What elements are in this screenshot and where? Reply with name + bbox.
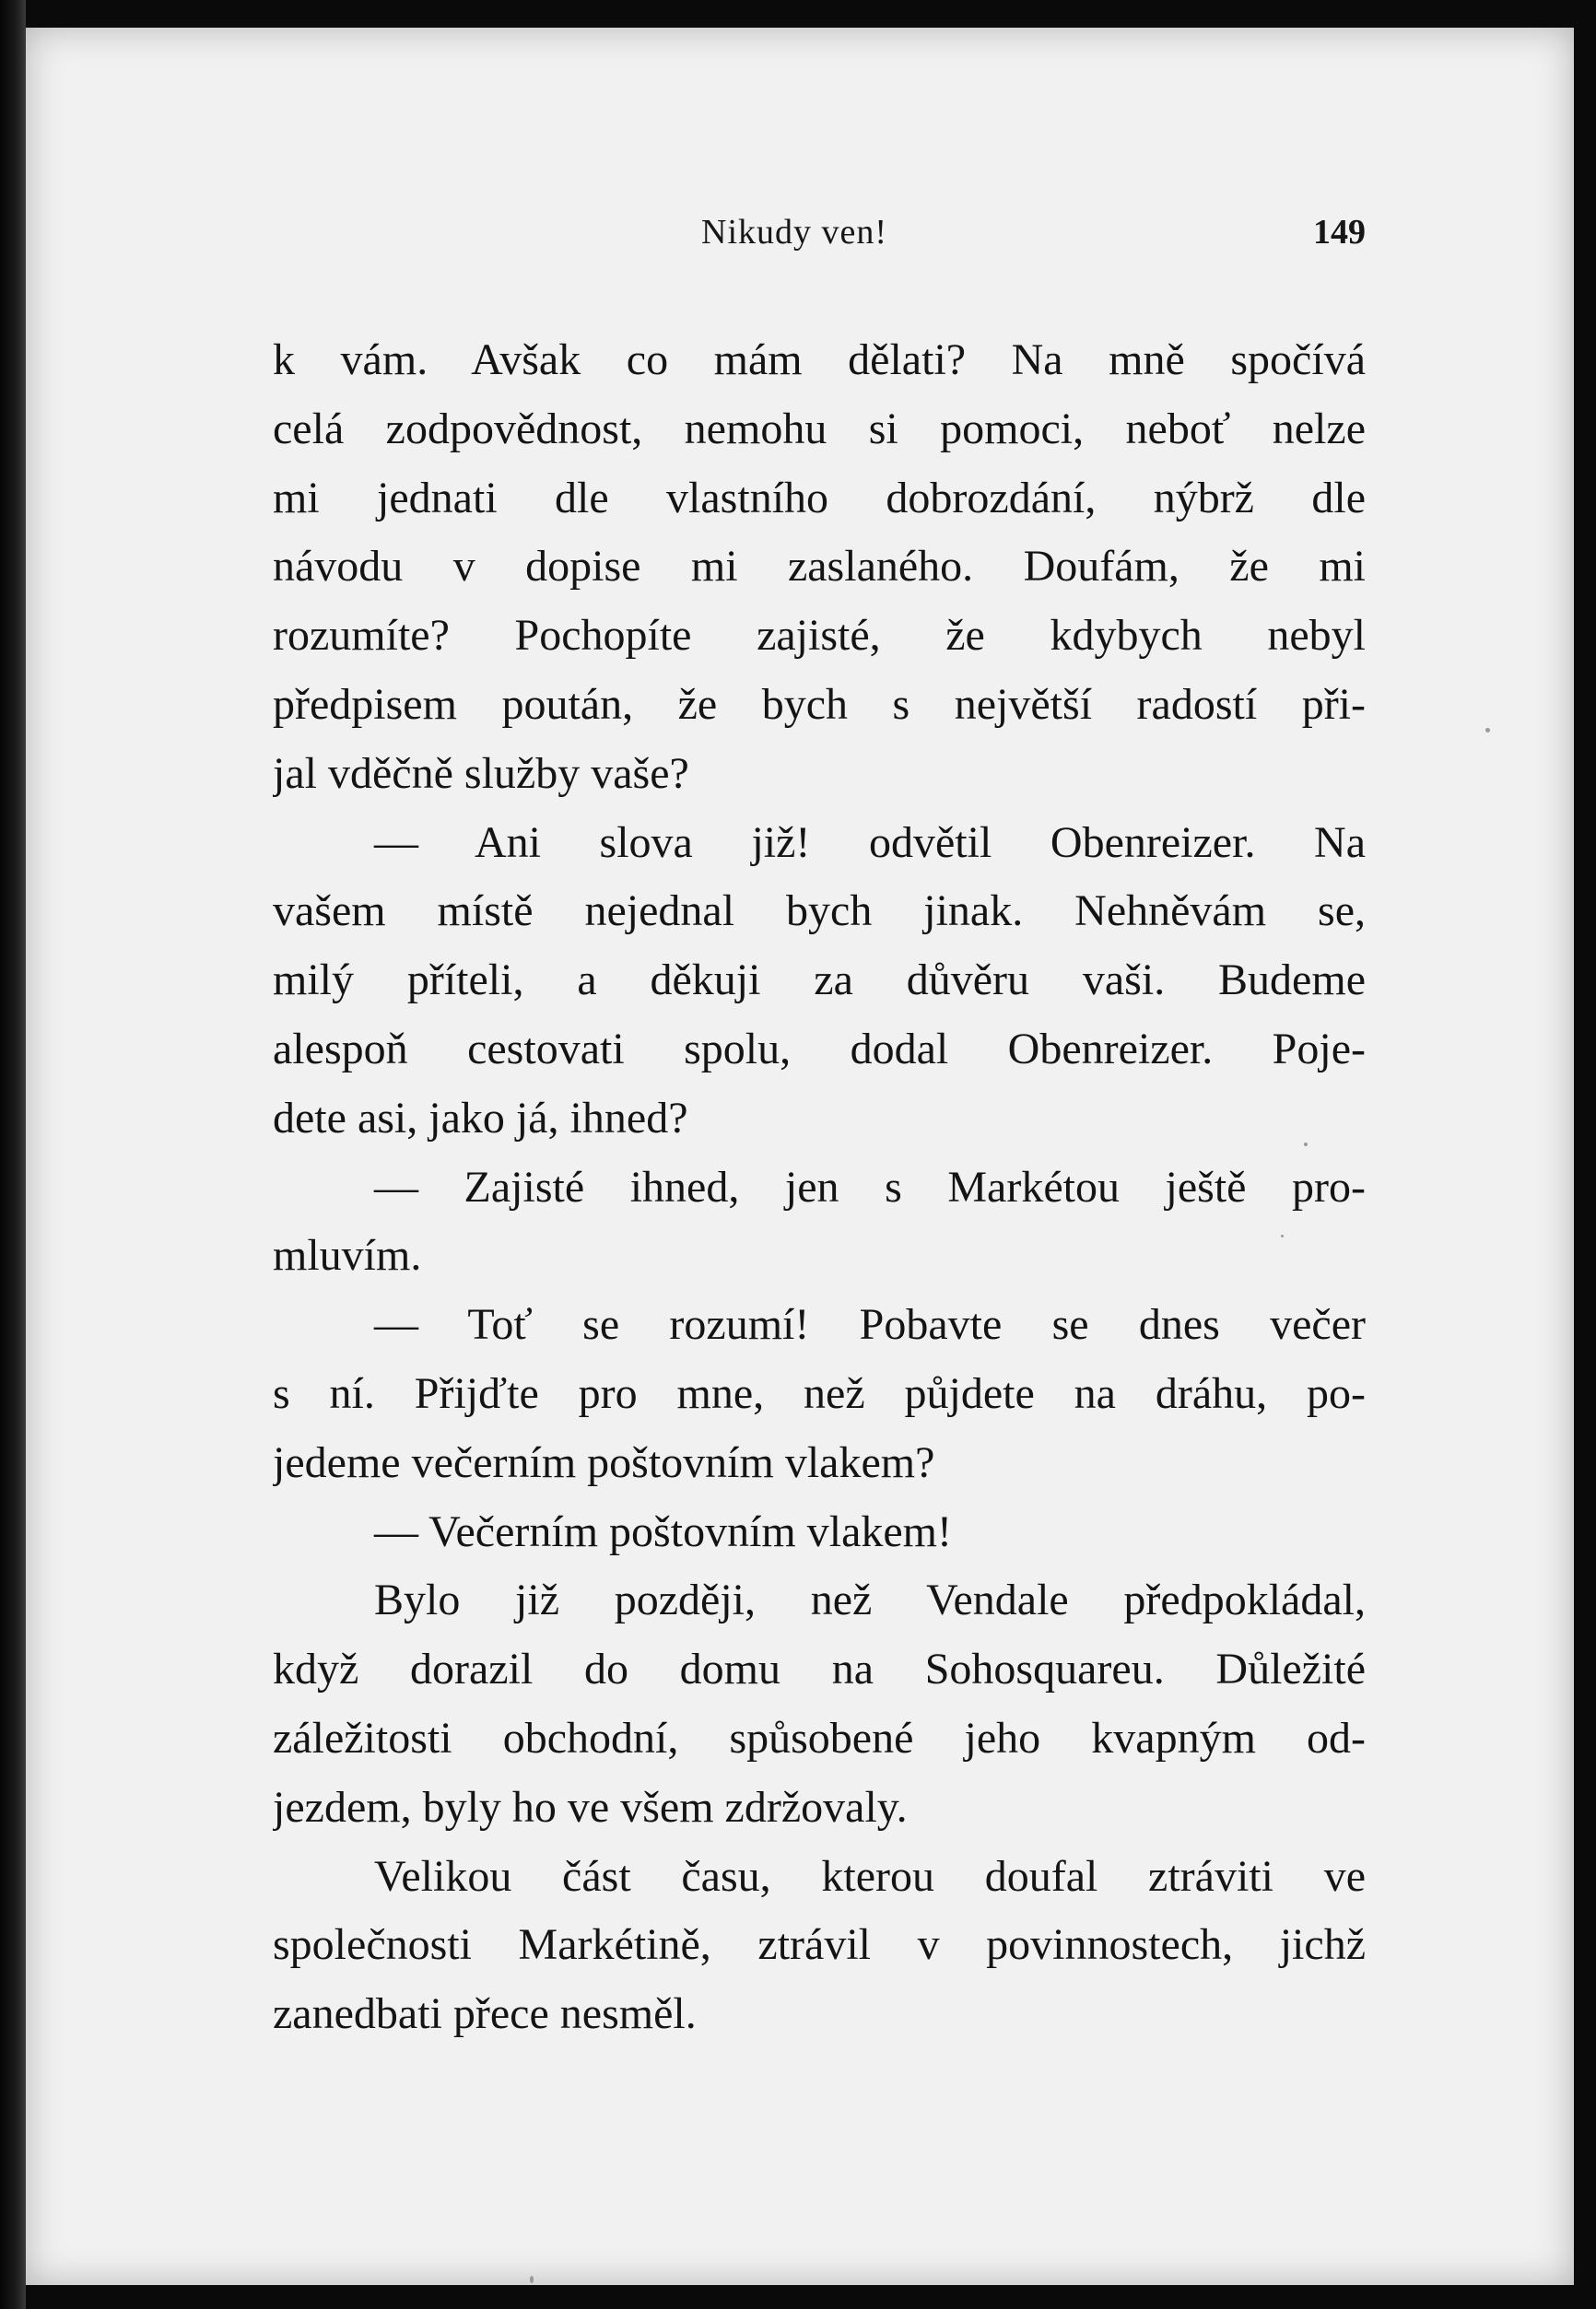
text-line: milý příteli, a děkuji za důvěru vaši. Budeme bbox=[273, 955, 1366, 1005]
text-line: dete asi, jako já, ihned? bbox=[273, 1093, 688, 1143]
text-line: záležitosti obchodní, spůsobené jeho kvapným od- bbox=[273, 1713, 1366, 1763]
text-line: celá zodpovědnost, nemohu si pomoci, neboť nelze bbox=[273, 404, 1366, 453]
paper-speck bbox=[1304, 1143, 1308, 1146]
text-line: jedeme večerním poštovním vlakem? bbox=[273, 1437, 935, 1487]
text-line: — Toť se rozumí! Pobavte se dnes večer bbox=[374, 1300, 1366, 1350]
paper-speck bbox=[530, 2276, 534, 2283]
page-number: 149 bbox=[1313, 213, 1366, 252]
text-line: Velikou část času, kterou doufal ztráviti ve bbox=[374, 1851, 1366, 1901]
text-line: — Večerním poštovním vlakem! bbox=[374, 1506, 952, 1556]
text-line: jal vděčně služby vaše? bbox=[273, 748, 689, 798]
page-header bbox=[273, 212, 1366, 267]
text-line: společnosti Markétině, ztrávil v povinnostech, jichž bbox=[273, 1920, 1366, 1970]
text-line: — Zajisté ihned, jen s Markétou ještě pro- bbox=[374, 1162, 1366, 1212]
binding-edge bbox=[0, 0, 26, 2309]
text-line: předpisem poután, že bych s největší radostí při- bbox=[273, 679, 1366, 729]
text-line: alespoň cestovati spolu, dodal Obenreizer. Poje- bbox=[273, 1024, 1366, 1073]
text-line: jezdem, byly ho ve všem zdržovaly. bbox=[273, 1782, 908, 1832]
paper-speck bbox=[1485, 728, 1490, 733]
text-line: — Ani slova již! odvětil Obenreizer. Na bbox=[374, 817, 1366, 867]
text-line: návodu v dopise mi zaslaného. Doufám, že mi bbox=[273, 542, 1366, 592]
text-line: Bylo již později, než Vendale předpokládal, bbox=[374, 1576, 1366, 1625]
text-line: zanedbati přece nesměl. bbox=[273, 1989, 697, 2039]
text-line: mi jednati dle vlastního dobrozdání, nýbrž dle bbox=[273, 473, 1366, 522]
text-line: když dorazil do domu na Sohosquareu. Důležité bbox=[273, 1645, 1366, 1694]
text-line: s ní. Přijďte pro mne, než půjdete na dráhu, po- bbox=[273, 1368, 1366, 1418]
paper-speck bbox=[1281, 1235, 1284, 1237]
text-line: rozumíte? Pochopíte zajisté, že kdybych nebyl bbox=[273, 611, 1366, 661]
text-line: k vám. Avšak co mám dělati? Na mně spočívá bbox=[273, 335, 1366, 384]
body-text bbox=[273, 326, 1366, 2049]
text-line: mluvím. bbox=[273, 1231, 422, 1281]
text-line: vašem místě nejednal bych jinak. Nehněvám se, bbox=[273, 886, 1366, 936]
running-title: Nikudy ven! bbox=[701, 213, 888, 252]
